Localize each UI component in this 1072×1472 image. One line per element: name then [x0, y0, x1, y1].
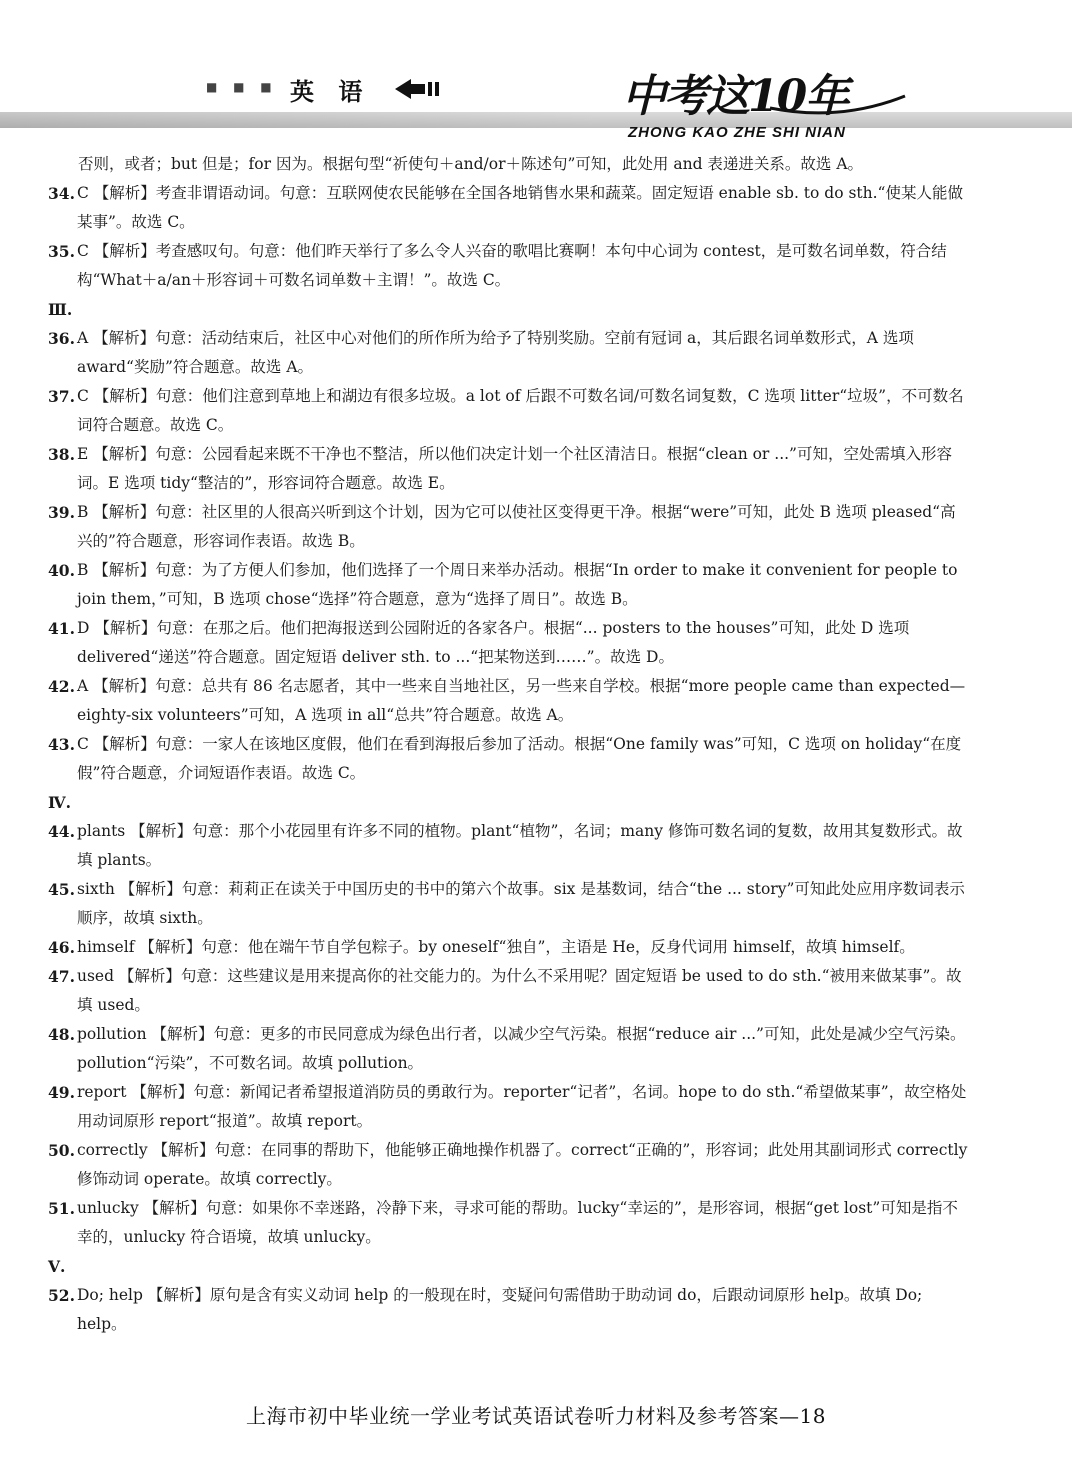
item-text: B 【解析】句意：社区里的人很高兴听到这个计划，因为它可以使社区变得更干净。根据“were”可知，此处 B 选项 pleased“高兴的”符合题意，形容词作表语。故选 B。	[76, 503, 956, 550]
item-text: B 【解析】句意：为了方便人们参加，他们选择了一个周日来举办活动。根据“In order to make it convenient for people to join them，”可知，B 选项 chose“选择”符合题意，意为“选择了周日”。故选 B。	[76, 561, 958, 608]
answer-item	[48, 324, 968, 382]
answer-item	[48, 498, 968, 556]
section-heading: Ⅴ.	[48, 1257, 66, 1276]
answer-item	[48, 730, 968, 788]
section-heading: Ⅲ.	[48, 300, 73, 319]
answer-item	[48, 817, 968, 875]
item-text: sixth 【解析】句意：莉莉正在读关于中国历史的书中的第六个故事。six 是基数词，结合“the ... story”可知此处应用序数词表示顺序，故填 sixth。	[76, 880, 965, 927]
header-band	[0, 112, 1072, 128]
item-text: C 【解析】考查非谓语动词。句意：互联网使农民能够在全国各地销售水果和蔬菜。固定短语 enable sb. to do sth.“使某人能做某事”。故选 C。	[76, 184, 963, 231]
page-footer: 上海市初中毕业统一学业考试英语试卷听力材料及参考答案—18	[246, 1404, 826, 1428]
item-number: 39.	[48, 503, 75, 522]
lead-paragraph: 否则，或者；but 但是；for 因为。根据句型“祈使句＋and/or＋陈述句”可知，此处用 and 表递进关系。故选 A。	[78, 155, 864, 173]
answer-item	[48, 875, 968, 933]
item-text: C 【解析】句意：他们注意到草地上和湖边有很多垃圾。a lot of 后跟不可数名词/可数名词复数，C 选项 litter“垃圾”，不可数名词符合题意。故选 C。	[76, 387, 964, 434]
item-number: 51.	[48, 1199, 75, 1218]
section-heading: Ⅳ.	[48, 793, 71, 812]
header-dots: ■ ■ ■	[206, 80, 278, 94]
logo: 中考这10年	[622, 71, 848, 122]
answer-item	[48, 933, 968, 962]
answer-item	[48, 382, 968, 440]
item-text: unlucky 【解析】句意：如果你不幸迷路，冷静下来，寻求可能的帮助。lucky“幸运的”，是形容词，根据“get lost”可知是指不幸的，unlucky 符合语境，故填 unlucky。	[76, 1199, 958, 1246]
subject-title: 英 语	[290, 78, 371, 106]
answer-item	[48, 1281, 968, 1339]
item-text: used 【解析】句意：这些建议是用来提高你的社交能力的。为什么不采用呢？固定短语 be used to do sth.“被用来做某事”。故填 used。	[76, 967, 962, 1014]
item-number: 47.	[48, 967, 75, 986]
item-number: 41.	[48, 619, 75, 638]
item-number: 43.	[48, 735, 75, 754]
answer-item	[48, 556, 968, 614]
item-text: D 【解析】句意：在那之后。他们把海报送到公园附近的各家各户。根据“... posters to the houses”可知，此处 D 选项 delivered“递送”符合题意。固定短语 deliver sth. to ...“把某物送到……”。故选 D。	[76, 619, 910, 666]
item-text: Do; help 【解析】原句是含有实义动词 help 的一般现在时，变疑问句需借助于助动词 do，后跟动词原形 help。故填 Do; help。	[76, 1286, 923, 1333]
item-number: 40.	[48, 561, 75, 580]
item-number: 38.	[48, 445, 75, 464]
items-group-d	[48, 1281, 968, 1339]
item-number: 45.	[48, 880, 75, 899]
answer-item	[48, 1194, 968, 1252]
item-number: 42.	[48, 677, 75, 696]
items-group-a	[48, 179, 968, 295]
item-text: C 【解析】考查感叹句。句意：他们昨天举行了多么令人兴奋的歌唱比赛啊！本句中心词为 contest，是可数名词单数，符合结构“What＋a/an＋形容词＋可数名词单数＋主谓！”。故选 C。	[76, 242, 947, 289]
answer-item	[48, 1078, 968, 1136]
item-text: A 【解析】句意：活动结束后，社区中心对他们的所作所为给予了特别奖励。空前有冠词 a，其后跟名词单数形式，A 选项 award“奖励”符合题意。故选 A。	[76, 329, 914, 376]
item-text: A 【解析】句意：总共有 86 名志愿者，其中一些来自当地社区，另一些来自学校。根据“more people came than expected—eighty-six volunteers”可知，A 选项 in all“总共”符合题意。故选 A。	[76, 677, 966, 724]
answer-item	[48, 1136, 968, 1194]
items-group-c	[48, 817, 968, 1252]
item-number: 52.	[48, 1286, 75, 1305]
item-text: C 【解析】句意：一家人在该地区度假，他们在看到海报后参加了活动。根据“One family was”可知，C 选项 on holiday“在度假”符合题意，介词短语作表语。故选 C。	[76, 735, 962, 782]
answer-item	[48, 962, 968, 1020]
answer-item	[48, 440, 968, 498]
answer-item	[48, 179, 968, 237]
item-number: 36.	[48, 329, 75, 348]
logo-subtitle: ZHONG KAO ZHE SHI NIAN	[628, 124, 846, 141]
item-text: correctly 【解析】句意：在同事的帮助下，他能够正确地操作机器了。correct“正确的”，形容词；此处用其副词形式 correctly 修饰动词 operate。故填 correctly。	[76, 1141, 968, 1188]
item-number: 46.	[48, 938, 75, 957]
item-text: E 【解析】句意：公园看起来既不干净也不整洁，所以他们决定计划一个社区清洁日。根据“clean or ...”可知，空处需填入形容词。E 选项 tidy“整洁的”，形容词符合题意。故选 E。	[76, 445, 952, 492]
answer-item	[48, 614, 968, 672]
item-text: plants 【解析】句意：那个小花园里有许多不同的植物。plant“植物”，名词；many 修饰可数名词的复数，故用其复数形式。故填 plants。	[76, 822, 963, 869]
item-text: report 【解析】句意：新闻记者希望报道消防员的勇敢行为。reporter“记者”，名词。hope to do sth.“希望做某事”，故空格处用动词原形 report“报道”。故填 report。	[76, 1083, 967, 1130]
items-group-b	[48, 324, 968, 788]
page-header	[0, 0, 1072, 150]
item-number: 34.	[48, 184, 75, 203]
item-text: himself 【解析】句意：他在端午节自学包粽子。by oneself“独自”，主语是 He，反身代词用 himself，故填 himself。	[76, 938, 915, 956]
answer-item	[48, 237, 968, 295]
answer-content	[48, 150, 968, 1339]
item-number: 50.	[48, 1141, 75, 1160]
arrow-icon	[395, 78, 443, 100]
item-number: 48.	[48, 1025, 75, 1044]
answer-item	[48, 672, 968, 730]
item-number: 35.	[48, 242, 75, 261]
item-text: pollution 【解析】句意：更多的市民同意成为绿色出行者，以减少空气污染。根据“reduce air ...”可知，此处是减少空气污染。pollution“污染”，不可数名词。故填 pollution。	[76, 1025, 966, 1072]
item-number: 44.	[48, 822, 75, 841]
item-number: 49.	[48, 1083, 75, 1102]
answer-item	[48, 1020, 968, 1078]
item-number: 37.	[48, 387, 75, 406]
